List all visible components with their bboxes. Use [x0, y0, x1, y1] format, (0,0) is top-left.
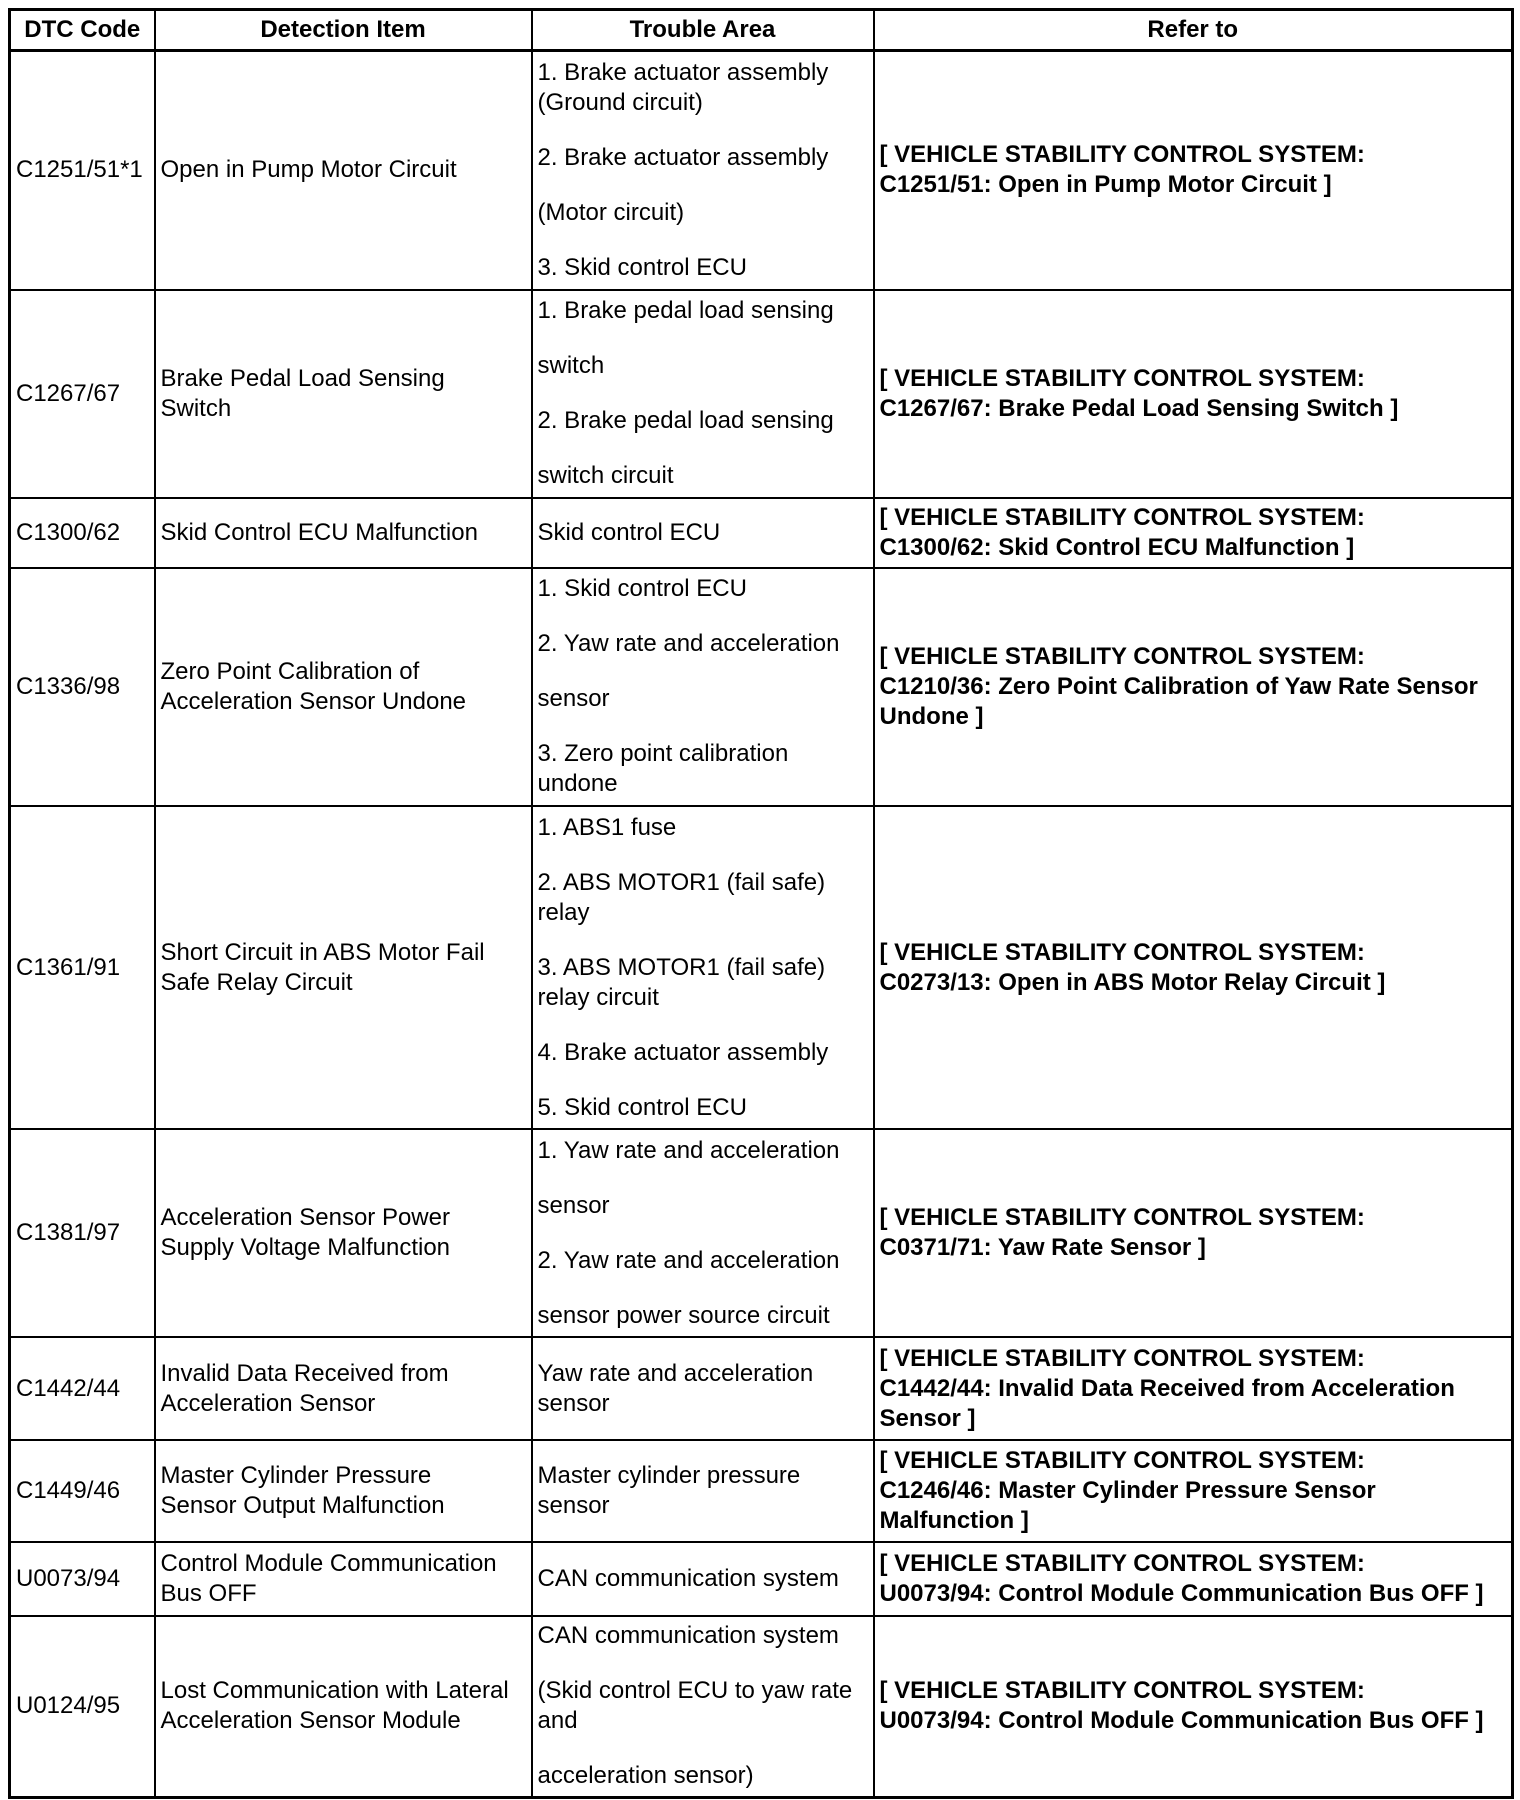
trouble-area-line: 3. ABS MOTOR1 (fail safe) [537, 953, 826, 981]
detection-item-line: Safe Relay Circuit [160, 968, 353, 996]
refer-to-line: [ VEHICLE STABILITY CONTROL SYSTEM: [879, 364, 1365, 392]
trouble-area-line: Master cylinder pressure [537, 1462, 801, 1490]
table-row [10, 568, 1513, 806]
refer-to-line: Undone ] [879, 702, 984, 730]
refer-to-line: [ VEHICLE STABILITY CONTROL SYSTEM: [879, 938, 1365, 966]
trouble-area-line: CAN communication system [537, 1622, 839, 1650]
refer-to-line: C1300/62: Skid Control ECU Malfunction ] [879, 533, 1355, 561]
header-trouble-area: Trouble Area [532, 10, 874, 51]
detection-item-line: Lost Communication with Lateral [160, 1677, 509, 1705]
refer-to-line: C1442/44: Invalid Data Received from Acceleration [879, 1374, 1455, 1402]
refer-to-line: U0073/94: Control Module Communication Bus OFF ] [879, 1579, 1484, 1607]
refer-to-line: U0073/94: Control Module Communication Bus OFF ] [879, 1707, 1484, 1735]
header-dtc-code: DTC Code [10, 10, 155, 51]
trouble-area-cell [532, 290, 874, 498]
refer-to-line: C1246/46: Master Cylinder Pressure Sensor [879, 1477, 1376, 1505]
trouble-area-cell [532, 568, 874, 806]
trouble-area-line: relay [537, 898, 590, 926]
detection-item-cell [155, 1616, 532, 1798]
refer-to-line: C1251/51: Open in Pump Motor Circuit ] [879, 171, 1332, 199]
refer-to-line: [ VEHICLE STABILITY CONTROL SYSTEM: [879, 1344, 1365, 1372]
trouble-area-line: (Skid control ECU to yaw rate [537, 1677, 853, 1705]
table-body [10, 51, 1513, 1798]
detection-item-line: Supply Voltage Malfunction [160, 1234, 451, 1262]
trouble-area-line: 2. ABS MOTOR1 (fail safe) [537, 868, 826, 896]
refer-to-cell [874, 1129, 1513, 1337]
table-row [10, 498, 1513, 568]
trouble-area-cell [532, 51, 874, 290]
detection-item-cell [155, 1440, 532, 1542]
detection-item-cell [155, 1542, 532, 1615]
table-row [10, 1440, 1513, 1542]
detection-item-cell [155, 290, 532, 498]
header-detection-item: Detection Item [155, 10, 532, 51]
header-refer-to: Refer to [874, 10, 1513, 51]
trouble-area-line: 2. Yaw rate and acceleration [537, 630, 840, 658]
detection-item-line: Short Circuit in ABS Motor Fail [160, 938, 485, 966]
refer-to-line: [ VEHICLE STABILITY CONTROL SYSTEM: [879, 1549, 1365, 1577]
dtc-code-cell: C1361/91 [10, 806, 155, 1129]
refer-to-line: [ VEHICLE STABILITY CONTROL SYSTEM: [879, 1677, 1365, 1705]
trouble-area-cell [532, 1337, 874, 1439]
trouble-area-cell [532, 498, 874, 568]
detection-item-line: Acceleration Sensor Power [160, 1204, 450, 1232]
dtc-table [8, 8, 1514, 1799]
detection-item-line: Switch [160, 394, 232, 422]
trouble-area-line: sensor [537, 1389, 610, 1417]
dtc-code-cell: U0124/95 [10, 1616, 155, 1798]
refer-to-line: Sensor ] [879, 1404, 976, 1432]
refer-to-line: [ VEHICLE STABILITY CONTROL SYSTEM: [879, 1447, 1365, 1475]
dtc-code-cell: C1336/98 [10, 568, 155, 806]
detection-item-line: Bus OFF [160, 1579, 257, 1607]
refer-to-cell [874, 498, 1513, 568]
trouble-area-line: sensor [537, 685, 610, 713]
detection-item-line: Brake Pedal Load Sensing [160, 364, 445, 392]
refer-to-cell [874, 1440, 1513, 1542]
trouble-area-line: 5. Skid control ECU [537, 1093, 747, 1121]
trouble-area-line: 3. Skid control ECU [537, 253, 747, 281]
trouble-area-cell [532, 1542, 874, 1615]
trouble-area-line: 1. ABS1 fuse [537, 813, 677, 841]
trouble-area-line: sensor power source circuit [537, 1301, 830, 1329]
trouble-area-cell [532, 1440, 874, 1542]
detection-item-cell [155, 51, 532, 290]
refer-to-cell [874, 1542, 1513, 1615]
trouble-area-line: 4. Brake actuator assembly [537, 1038, 829, 1066]
trouble-area-line: 2. Yaw rate and acceleration [537, 1246, 840, 1274]
detection-item-line: Open in Pump Motor Circuit [160, 156, 457, 184]
trouble-area-line: Yaw rate and acceleration [537, 1359, 814, 1387]
refer-to-line: C0273/13: Open in ABS Motor Relay Circuit ] [879, 968, 1386, 996]
detection-item-line: Master Cylinder Pressure [160, 1462, 432, 1490]
table-row [10, 1337, 1513, 1439]
dtc-code-cell: C1267/67 [10, 290, 155, 498]
refer-to-line: C1267/67: Brake Pedal Load Sensing Switch ] [879, 394, 1399, 422]
refer-to-line: [ VEHICLE STABILITY CONTROL SYSTEM: [879, 503, 1365, 531]
detection-item-line: Invalid Data Received from [160, 1359, 449, 1387]
detection-item-line: Skid Control ECU Malfunction [160, 518, 478, 546]
dtc-code-cell: C1449/46 [10, 1440, 155, 1542]
detection-item-cell [155, 568, 532, 806]
refer-to-line: [ VEHICLE STABILITY CONTROL SYSTEM: [879, 642, 1365, 670]
trouble-area-line: sensor [537, 1191, 610, 1219]
refer-to-cell [874, 1337, 1513, 1439]
trouble-area-line: 3. Zero point calibration [537, 740, 789, 768]
trouble-area-line: Skid control ECU [537, 518, 721, 546]
table-row [10, 1542, 1513, 1615]
trouble-area-line: switch [537, 352, 605, 380]
trouble-area-cell [532, 1129, 874, 1337]
dtc-code-cell: C1300/62 [10, 498, 155, 568]
refer-to-line: C1210/36: Zero Point Calibration of Yaw Rate Sensor [879, 672, 1478, 700]
detection-item-cell [155, 1129, 532, 1337]
table-row [10, 51, 1513, 290]
trouble-area-line: switch circuit [537, 462, 674, 490]
detection-item-line: Sensor Output Malfunction [160, 1492, 445, 1520]
detection-item-cell [155, 806, 532, 1129]
table-row [10, 1129, 1513, 1337]
detection-item-line: Acceleration Sensor Module [160, 1707, 461, 1735]
trouble-area-line: 1. Brake pedal load sensing [537, 297, 834, 325]
trouble-area-line: sensor [537, 1492, 610, 1520]
detection-item-line: Acceleration Sensor [160, 1389, 376, 1417]
trouble-area-line: relay circuit [537, 983, 659, 1011]
dtc-code-cell: U0073/94 [10, 1542, 155, 1615]
trouble-area-cell [532, 806, 874, 1129]
dtc-code-cell: C1251/51*1 [10, 51, 155, 290]
refer-to-cell [874, 290, 1513, 498]
refer-to-cell [874, 568, 1513, 806]
trouble-area-line: 1. Skid control ECU [537, 575, 747, 603]
trouble-area-line: 1. Yaw rate and acceleration [537, 1136, 840, 1164]
trouble-area-line: 2. Brake actuator assembly [537, 143, 829, 171]
refer-to-cell [874, 51, 1513, 290]
table-row [10, 806, 1513, 1129]
detection-item-cell [155, 498, 532, 568]
trouble-area-line: 2. Brake pedal load sensing [537, 407, 834, 435]
trouble-area-line: and [537, 1707, 578, 1735]
trouble-area-line: CAN communication system [537, 1564, 839, 1592]
trouble-area-cell [532, 1616, 874, 1798]
dtc-code-cell: C1442/44 [10, 1337, 155, 1439]
refer-to-line: [ VEHICLE STABILITY CONTROL SYSTEM: [879, 141, 1365, 169]
trouble-area-line: acceleration sensor) [537, 1762, 754, 1790]
refer-to-line: [ VEHICLE STABILITY CONTROL SYSTEM: [879, 1204, 1365, 1232]
detection-item-line: Control Module Communication [160, 1549, 497, 1577]
trouble-area-line: undone [537, 770, 618, 798]
detection-item-cell [155, 1337, 532, 1439]
refer-to-cell [874, 806, 1513, 1129]
table-row [10, 290, 1513, 498]
refer-to-cell [874, 1616, 1513, 1798]
refer-to-line: Malfunction ] [879, 1507, 1029, 1535]
dtc-code-cell: C1381/97 [10, 1129, 155, 1337]
trouble-area-line: (Ground circuit) [537, 88, 703, 116]
table-row [10, 1616, 1513, 1798]
header-row [10, 10, 1513, 51]
refer-to-line: C0371/71: Yaw Rate Sensor ] [879, 1234, 1206, 1262]
detection-item-line: Zero Point Calibration of [160, 657, 420, 685]
detection-item-line: Acceleration Sensor Undone [160, 687, 467, 715]
trouble-area-line: (Motor circuit) [537, 198, 685, 226]
trouble-area-line: 1. Brake actuator assembly [537, 58, 829, 86]
